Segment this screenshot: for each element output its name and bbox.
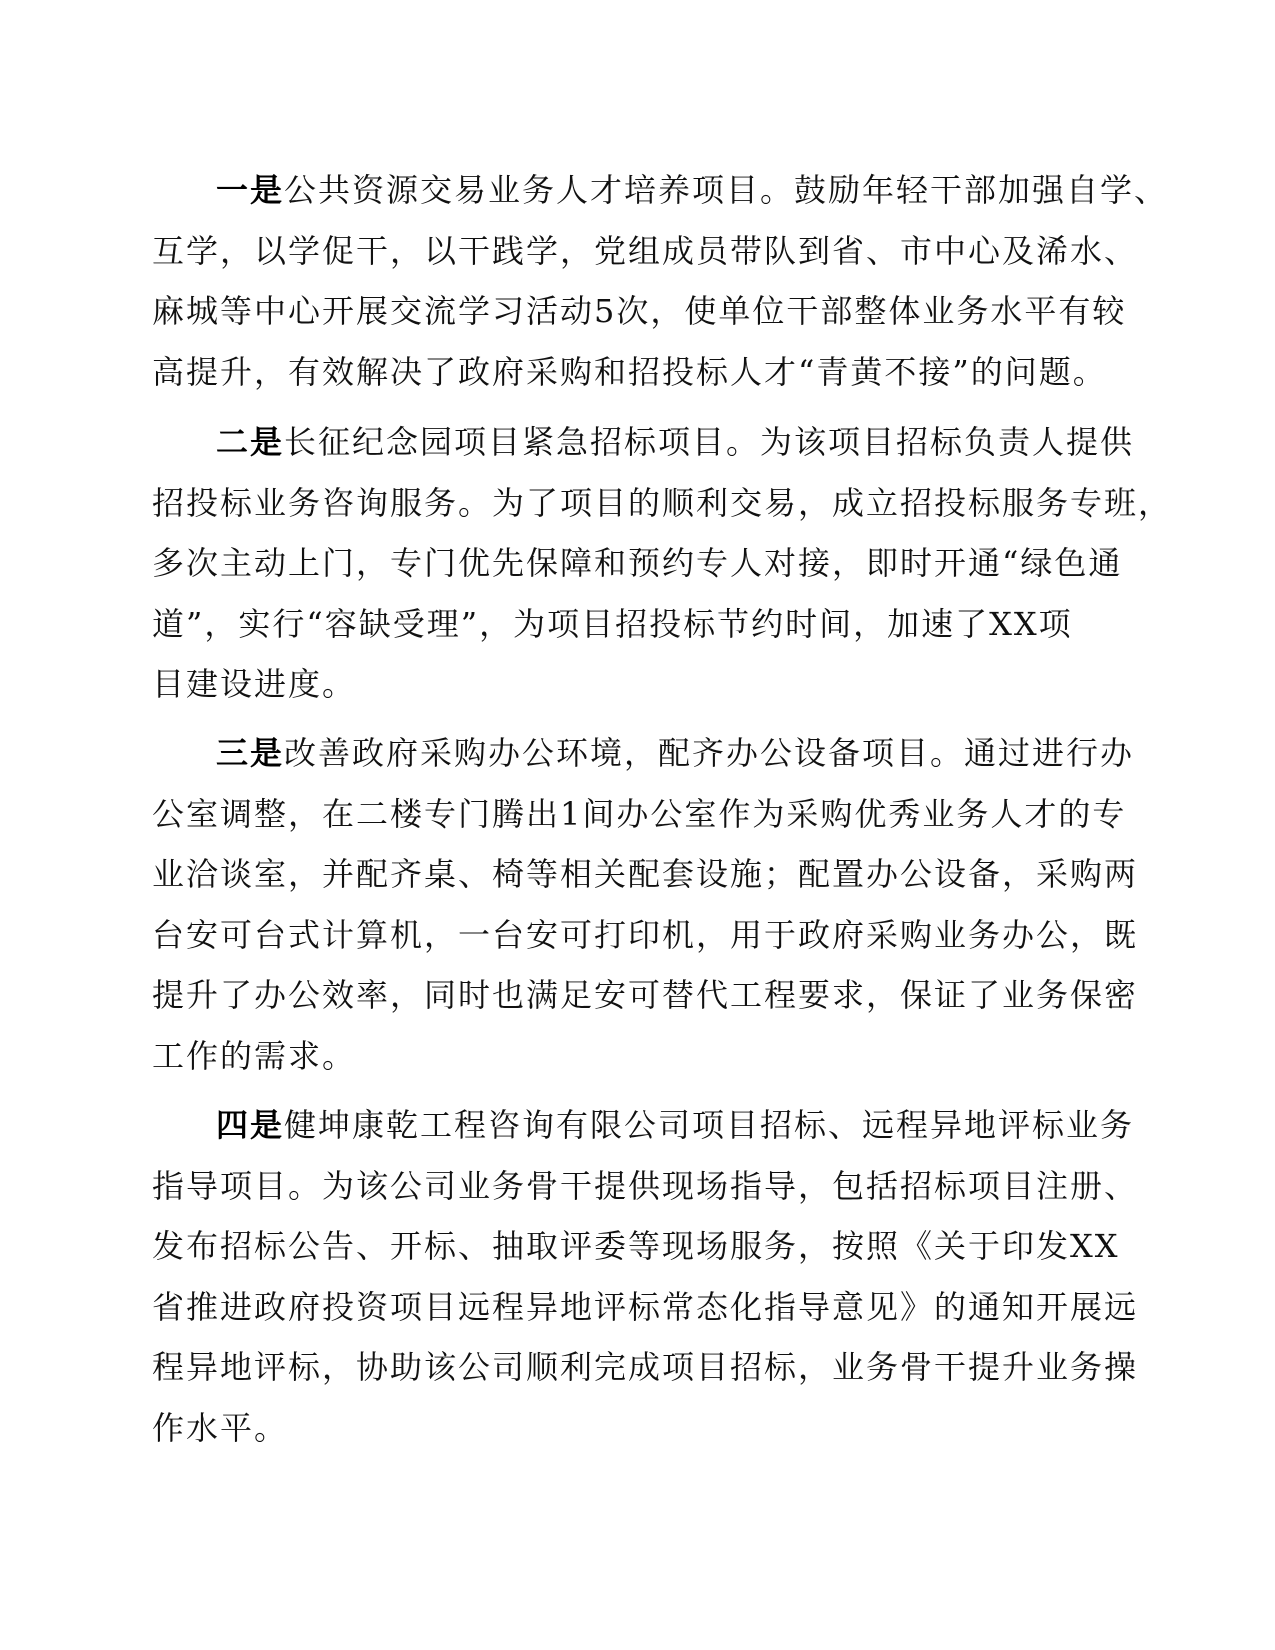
paragraph-text: 改善政府采购办公环境，配齐办公设备项目。通过进行办 <box>284 734 1135 772</box>
paragraph-3 <box>152 723 1139 1086</box>
paragraph-line: 发布招标公告、开标、抽取评委等现场服务，按照《关于印发XX <box>152 1227 1120 1265</box>
paragraph-line: 台安可台式计算机，一台安可打印机，用于政府采购业务办公，既 <box>152 915 1139 954</box>
paragraph-line: 业洽谈室，并配齐桌、椅等相关配套设施；配置办公设备，采购两 <box>152 855 1139 893</box>
paragraph-text: 公共资源交易业务人才培养项目。鼓励年轻干部加强自学、 <box>284 171 1169 209</box>
paragraph-line <box>152 1095 1135 1156</box>
paragraph-text: 长征纪念园项目紧急招标项目。为该项目招标负责人提供 <box>284 423 1135 461</box>
paragraph-line: 省推进政府投资项目远程异地评标常态化指导意见》的通知开展远 <box>152 1287 1139 1326</box>
paragraph-line: 目建设进度。 <box>152 665 357 703</box>
paragraph-line: 麻城等中心开展交流学习活动5次，使单位干部整体业务水平有较 <box>152 292 1127 330</box>
paragraph-2 <box>152 412 1173 715</box>
paragraph-line: 互学，以学促干，以干践学，党组成员带队到省、市中心及浠水、 <box>152 231 1139 270</box>
paragraph-4 <box>152 1095 1139 1458</box>
paragraph-1 <box>152 160 1169 402</box>
paragraph-line: 招投标业务咨询服务。为了项目的顺利交易，成立招投标服务专班， <box>152 483 1173 522</box>
paragraph-line <box>152 723 1135 784</box>
paragraph-line: 高提升，有效解决了政府采购和招投标人才“青黄不接”的问题。 <box>152 352 1107 391</box>
paragraph-line: 工作的需求。 <box>152 1036 357 1075</box>
paragraph-lead: 四是 <box>216 1106 285 1144</box>
paragraph-line: 道”，实行“容缺受理”，为项目招投标节约时间，加速了XX项 <box>152 604 1073 643</box>
paragraph-line: 作水平。 <box>152 1408 289 1447</box>
paragraph-lead: 三是 <box>216 734 285 772</box>
paragraph-line: 多次主动上门，专门优先保障和预约专人对接，即时开通“绿色通 <box>152 544 1123 582</box>
paragraph-line: 程异地评标，协助该公司顺利完成项目招标，业务骨干提升业务操 <box>152 1348 1139 1386</box>
paragraph-line: 提升了办公效率，同时也满足安可替代工程要求，保证了业务保密 <box>152 976 1139 1014</box>
paragraph-line <box>152 412 1135 473</box>
paragraph-line: 公室调整，在二楼专门腾出1间办公室作为采购优秀业务人才的专 <box>152 794 1127 833</box>
paragraph-line: 指导项目。为该公司业务骨干提供现场指导，包括招标项目注册、 <box>152 1166 1139 1205</box>
paragraph-lead: 一是 <box>216 171 285 209</box>
paragraph-text: 健坤康乾工程咨询有限公司项目招标、远程异地评标业务 <box>284 1106 1135 1144</box>
paragraph-line <box>152 160 1169 221</box>
paragraph-lead: 二是 <box>216 423 285 461</box>
